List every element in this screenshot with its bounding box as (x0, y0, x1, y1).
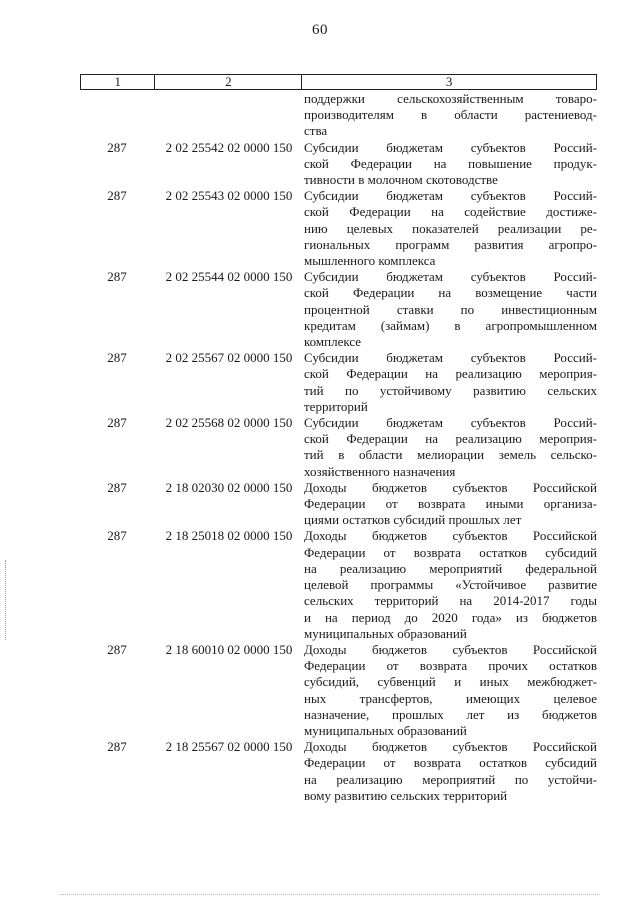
scan-margin-artifact (5, 560, 8, 640)
continuation-row (80, 91, 597, 140)
income-name-cell (304, 415, 597, 480)
income-code-cell: 2 18 25018 02 0000 150 (165, 528, 293, 544)
text-line: поддержки сельскохозяйственным товаро- (304, 91, 597, 106)
text-line: назначение, прошлых лет из бюджетов (304, 706, 597, 722)
text-line: Субсидии бюджетам субъектов Россий- (304, 188, 597, 204)
text-line: на реализацию мероприятий федеральной (304, 560, 597, 576)
text-line: ства (304, 123, 328, 139)
text-line: субсидий, субвенций и иных межбюджет- (304, 674, 597, 690)
table-row (80, 269, 597, 350)
text-line: Субсидии бюджетам субъектов Россий- (304, 269, 597, 285)
text-line: хозяйственного назначения (304, 463, 456, 479)
income-code-cell: 2 18 02030 02 0000 150 (165, 479, 293, 495)
income-name-cell (304, 269, 597, 350)
text-line: Доходы бюджетов субъектов Российской (304, 641, 597, 657)
text-line: Доходы бюджетов субъектов Российской (304, 528, 597, 544)
admin-code-cell: 287 (107, 415, 127, 431)
column-header-3: 3 (302, 75, 597, 90)
text-line: на реализацию мероприятий по устойчи- (304, 771, 597, 787)
text-line: ской Федерации на реализацию мероприя- (304, 366, 597, 382)
income-code-cell: 2 02 25544 02 0000 150 (165, 269, 293, 285)
admin-code-cell: 287 (107, 739, 127, 755)
text-line: территорий (304, 398, 368, 414)
admin-code-cell: 287 (107, 641, 127, 657)
admin-code-cell: 287 (107, 188, 127, 204)
column-header-2: 2 (155, 75, 302, 90)
page-number: 60 (312, 22, 328, 38)
text-line: ской Федерации на реализацию мероприя- (304, 431, 597, 447)
table-row (80, 739, 597, 804)
income-code-cell: 2 02 25543 02 0000 150 (165, 188, 293, 204)
text-line: Субсидии бюджетам субъектов Россий- (304, 350, 597, 366)
income-name-cell (304, 350, 597, 415)
income-name-cell (304, 91, 597, 140)
text-line: муниципальных образований (304, 722, 467, 738)
text-line: кредитам (займам) в агропромышленном (304, 317, 597, 333)
text-line: тивности в молочном скотоводстве (304, 172, 498, 188)
admin-code-cell: 287 (107, 479, 127, 495)
text-line: мышленного комплекса (304, 253, 436, 269)
income-name-cell (304, 188, 597, 269)
income-name-cell (304, 642, 597, 739)
table-row (80, 350, 597, 415)
text-line: Федерации от возврата остатков субсидий (304, 755, 597, 771)
text-line: сельских территорий на 2014-2017 годы (304, 593, 597, 609)
text-line: вому развитию сельских территорий (304, 787, 508, 803)
admin-code-cell: 287 (107, 528, 127, 544)
income-code-cell: 2 02 25567 02 0000 150 (165, 350, 293, 366)
text-line: ных трансфертов, имеющих целевое (304, 690, 597, 706)
text-line: тий по устойчивому развитию сельских (304, 382, 597, 398)
income-name-cell (304, 739, 597, 804)
text-line: Субсидии бюджетам субъектов Россий- (304, 415, 597, 431)
text-line: нию целевых показателей реализации ре- (304, 220, 597, 236)
text-line: ской Федерации на содействие достиже- (304, 204, 597, 220)
income-name-cell (304, 140, 597, 189)
text-line: целевой программы «Устойчивое развитие (304, 577, 597, 593)
admin-code-cell: 287 (107, 350, 127, 366)
admin-code-cell: 287 (107, 269, 127, 285)
table-row (80, 415, 597, 480)
income-code-cell: 2 18 25567 02 0000 150 (165, 739, 293, 755)
text-line: Федерации от возврата иными организа- (304, 496, 597, 512)
text-line: производителям в области растениевод- (304, 107, 597, 123)
column-header-table (80, 74, 597, 90)
income-name-cell (304, 528, 597, 641)
text-line: Федерации от возврата прочих остатков (304, 658, 597, 674)
table-row (80, 528, 597, 641)
income-code-cell: 2 18 60010 02 0000 150 (165, 641, 293, 657)
text-line: Доходы бюджетов субъектов Российской (304, 739, 597, 755)
text-line: процентной ставки по инвестиционным (304, 301, 597, 317)
table-row (80, 480, 597, 529)
text-line: комплексе (304, 334, 362, 350)
text-line: Доходы бюджетов субъектов Российской (304, 479, 597, 495)
column-header-row (81, 75, 597, 90)
text-line: Федерации от возврата остатков субсидий (304, 544, 597, 560)
text-line: и на период до 2020 года» из бюджетов (304, 609, 597, 625)
text-line: Субсидии бюджетам субъектов Россий- (304, 139, 597, 155)
income-name-cell (304, 480, 597, 529)
text-line: гиональных программ развития агропро- (304, 236, 597, 252)
table-row (80, 188, 597, 269)
text-line: ской Федерации на возмещение части (304, 285, 597, 301)
column-header-1: 1 (81, 75, 155, 90)
scan-bottom-artifact (60, 894, 600, 897)
text-line: муниципальных образований (304, 625, 467, 641)
text-line: ской Федерации на повышение продук- (304, 155, 597, 171)
income-code-cell: 2 02 25542 02 0000 150 (165, 139, 293, 155)
table-row (80, 642, 597, 739)
table-row (80, 140, 597, 189)
table-body (80, 91, 597, 804)
text-line: тий в области мелиорации земель сельско- (304, 447, 597, 463)
text-line: циями остатков субсидий прошлых лет (304, 512, 522, 528)
admin-code-cell: 287 (107, 139, 127, 155)
income-code-cell: 2 02 25568 02 0000 150 (165, 415, 293, 431)
